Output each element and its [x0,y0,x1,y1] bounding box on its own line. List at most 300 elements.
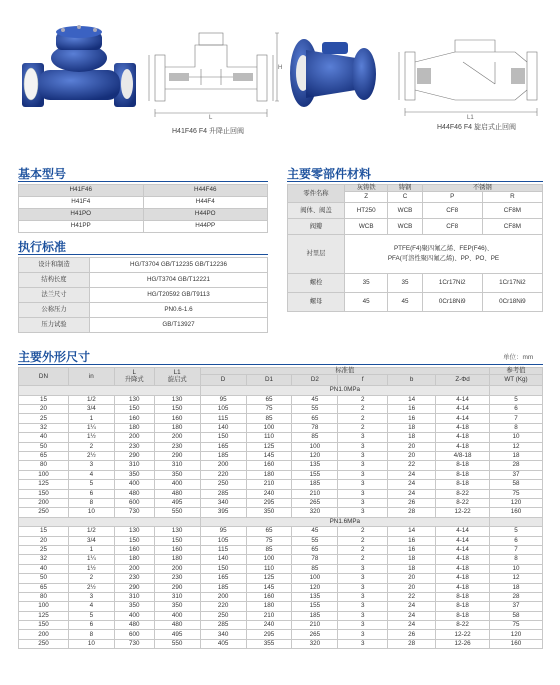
table-cell: 180 [114,423,154,432]
table-cell: 1/2 [68,395,114,404]
table-cell: 4-14 [436,527,490,536]
table-cell: 26 [388,630,436,639]
table-cell: 4-14 [436,405,490,414]
material-code: P [422,192,482,203]
table-cell: 8-18 [436,470,490,479]
table-cell: 250 [19,508,69,517]
model-cell: H44PP [143,221,268,233]
table-cell: 3 [338,583,388,592]
table-cell: 14 [388,527,436,536]
table-row [19,583,543,592]
standard-value: HG/T3704 GB/T12221 [90,273,268,288]
table-cell: 150 [19,621,69,630]
table-cell: 22 [388,592,436,601]
pressure-row [19,517,543,526]
col-header-bolts: Z-Φd [436,375,490,386]
lining-materials [345,235,543,274]
table-cell: 2 [68,442,114,451]
table-row [19,574,543,583]
table-cell: 340 [200,630,246,639]
table-cell: 25 [19,545,69,554]
basic-models-title: 基本型号 [18,167,67,181]
materials-part-header: 零件名称 [288,185,345,203]
table-cell: 50 [19,574,69,583]
table-cell: 4-18 [436,574,490,583]
table-cell: 310 [154,592,200,601]
table-cell: 12-22 [436,508,490,517]
table-row [19,442,543,451]
table-cell: 350 [114,602,154,611]
material-code: Z [345,192,388,203]
table-cell: 3 [338,508,388,517]
table-cell: 2 [338,536,388,545]
materials-rule [287,181,543,182]
table-cell: 4-14 [436,536,490,545]
material-value: 45 [388,293,422,312]
table-cell: 105 [200,536,246,545]
table-cell: 180 [114,555,154,564]
table-cell: 3/4 [68,536,114,545]
table-cell: 25 [19,414,69,423]
table-cell: 125 [19,611,69,620]
table-row [19,433,543,442]
table-cell: 285 [200,621,246,630]
table-cell: 210 [246,611,292,620]
table-cell: 3 [338,433,388,442]
table-cell: 210 [292,489,338,498]
table-cell: 4-14 [436,545,490,554]
table-cell: 75 [246,536,292,545]
table-cell: 135 [292,592,338,601]
table-row [19,452,543,461]
table-cell: 200 [19,498,69,507]
table-cell: 240 [246,621,292,630]
table-cell: 115 [200,545,246,554]
table-row [19,630,543,639]
table-cell: 100 [19,602,69,611]
material-part-name: 螺母 [288,293,345,312]
material-value: 0Cr18Ni9 [422,293,482,312]
table-cell: 125 [246,574,292,583]
table-cell: 65 [19,452,69,461]
table-cell: 220 [200,602,246,611]
model-cell: H44F46 [143,185,268,197]
table-cell: 8-22 [436,621,490,630]
table-cell: 24 [388,470,436,479]
table-cell: 3 [338,498,388,507]
table-cell: 230 [154,574,200,583]
header-line: 旋启式 [167,375,187,383]
pressure-spacer [19,386,201,395]
table-cell: 8-18 [436,602,490,611]
table-cell: 3 [338,489,388,498]
standard-label: 公称压力 [19,303,90,318]
dimensions-title: 主要外形尺寸 [18,350,91,364]
material-part-name: 阀体、阀盖 [288,203,345,219]
table-cell: 200 [154,433,200,442]
table-cell: 310 [114,592,154,601]
table-cell: 110 [246,433,292,442]
table-cell: 320 [292,639,338,648]
table-cell: 185 [200,583,246,592]
table-cell: 2 [338,395,388,404]
table-cell: 12-22 [436,630,490,639]
material-code: C [388,192,422,203]
table-cell: 285 [200,489,246,498]
table-cell: 1½ [68,564,114,573]
table-cell: 28 [490,592,543,601]
material-value: WCB [345,219,388,235]
table-cell: 3 [338,574,388,583]
table-cell: 28 [388,639,436,648]
table-row [19,602,543,611]
table-cell: 100 [292,442,338,451]
table-row [19,405,543,414]
table-cell: 7 [490,545,543,554]
col-header-inch: in [68,368,114,386]
table-cell: 165 [200,442,246,451]
table-cell: 4 [68,602,114,611]
dimensions-table [18,367,543,649]
standard-label: 法兰尺寸 [19,288,90,303]
table-row [19,480,543,489]
table-cell: 85 [246,545,292,554]
table-cell: 125 [19,480,69,489]
table-cell: 20 [388,583,436,592]
table-cell: 290 [114,452,154,461]
table-row [19,555,543,564]
basic-models-rule [18,181,268,182]
table-cell: 185 [292,611,338,620]
table-cell: 290 [114,583,154,592]
materials-table [287,184,543,312]
standard-label: 设计和制造 [19,258,90,273]
table-cell: 180 [246,602,292,611]
table-cell: 100 [246,423,292,432]
model-cell: H41PO [19,209,144,221]
material-value: WCB [388,203,422,219]
table-cell: 1¼ [68,555,114,564]
table-cell: 28 [388,508,436,517]
table-cell: 20 [19,405,69,414]
material-group-header: 铸钢 [388,185,422,192]
standard-value: HG/T20592 GB/T9113 [90,288,268,303]
dimensions-rule [18,364,543,365]
table-cell: 4-18 [436,423,490,432]
table-cell: 95 [200,395,246,404]
table-cell: 3/4 [68,405,114,414]
material-code: R [482,192,542,203]
table-cell: 355 [246,639,292,648]
table-cell: 3 [338,470,388,479]
lining-line: PFA(可溶性聚四氟乙烯)、PP、PO、PE [387,255,500,263]
material-group-header: 不锈钢 [422,185,542,192]
table-cell: 58 [490,611,543,620]
material-part-name: 阀瓣 [288,219,345,235]
table-cell: 37 [490,470,543,479]
table-cell: 200 [200,592,246,601]
table-cell: 395 [200,508,246,517]
material-value: 0Cr18Ni9 [482,293,542,312]
standard-label: 压力试验 [19,318,90,333]
table-cell: 18 [490,583,543,592]
standard-value: GB/T13927 [90,318,268,333]
table-cell: 125 [246,442,292,451]
table-cell: 2 [338,555,388,564]
swing-check-valve-photo [286,28,386,118]
table-cell: 730 [114,639,154,648]
table-cell: 45 [292,395,338,404]
table-cell: 16 [388,414,436,423]
dimensions-body [19,386,543,649]
table-cell: 480 [154,489,200,498]
table-cell: 12 [490,442,543,451]
table-cell: 8-22 [436,489,490,498]
table-cell: 3 [338,442,388,451]
table-cell: 75 [490,621,543,630]
table-cell: 24 [388,489,436,498]
table-cell: 115 [200,414,246,423]
table-cell: 65 [292,545,338,554]
table-cell: 150 [19,489,69,498]
table-cell: 135 [292,461,338,470]
pressure-spacer [490,517,543,526]
col-header-d1: D1 [246,375,292,386]
table-row [19,489,543,498]
table-cell: 3 [338,592,388,601]
table-cell: 290 [154,452,200,461]
table-cell: 730 [114,508,154,517]
table-cell: 400 [154,611,200,620]
table-cell: 16 [388,405,436,414]
col-header-l1 [154,368,200,386]
table-cell: 10 [490,564,543,573]
table-cell: 150 [154,536,200,545]
table-cell: 8-18 [436,480,490,489]
table-row [19,621,543,630]
unit-label: 单位：mm [503,354,534,361]
table-cell: 130 [154,527,200,536]
material-value: CF8M [482,219,542,235]
table-cell: 14 [388,395,436,404]
model-cell: H41F4 [19,197,144,209]
col-header-dn: DN [19,368,69,386]
table-cell: 18 [388,564,436,573]
table-cell: 2 [338,405,388,414]
table-cell: 8 [68,630,114,639]
col-header-l [114,368,154,386]
materials-title: 主要零部件材料 [287,167,372,181]
col-header-d2: D2 [292,375,338,386]
table-cell: 20 [388,442,436,451]
table-cell: 150 [114,536,154,545]
table-cell: 3 [338,452,388,461]
header-line: 升降式 [124,375,144,383]
table-row [19,395,543,404]
material-value: HT250 [345,203,388,219]
table-cell: 18 [388,423,436,432]
table-cell: 250 [200,611,246,620]
table-cell: 1½ [68,433,114,442]
table-cell: 250 [19,639,69,648]
table-cell: 5 [490,527,543,536]
table-cell: 28 [490,461,543,470]
standard-value: PN0.6-1.6 [90,303,268,318]
table-cell: 400 [154,480,200,489]
material-value: 1Cr17Ni2 [482,274,542,293]
table-cell: 85 [292,433,338,442]
table-cell: 24 [388,621,436,630]
table-row [19,498,543,507]
table-cell: 320 [292,508,338,517]
material-part-name: 衬里层 [288,235,345,274]
table-row [19,545,543,554]
table-cell: 160 [114,545,154,554]
table-cell: 20 [388,452,436,461]
table-cell: 150 [200,564,246,573]
lining-line: PTFE(F4)聚四氟乙烯、FEP(F46)、 [393,245,493,253]
table-cell: 200 [114,564,154,573]
table-cell: 350 [246,508,292,517]
table-cell: 12 [490,574,543,583]
table-cell: 100 [19,470,69,479]
table-row [19,611,543,620]
table-cell: 130 [114,527,154,536]
table-cell: 10 [68,639,114,648]
table-cell: 26 [388,498,436,507]
table-cell: 4-18 [436,555,490,564]
table-cell: 600 [114,630,154,639]
table-cell: 310 [114,461,154,470]
table-cell: 480 [154,621,200,630]
table-cell: 3 [338,639,388,648]
table-cell: 3 [338,621,388,630]
standard-value: HG/T3704 GB/T12235 GB/T12236 [90,258,268,273]
table-cell: 405 [200,639,246,648]
table-cell: 155 [292,470,338,479]
table-cell: 22 [388,461,436,470]
table-cell: 495 [154,498,200,507]
table-cell: 2 [338,414,388,423]
table-cell: 130 [154,395,200,404]
table-row [19,470,543,479]
table-cell: 16 [388,536,436,545]
table-cell: 4-14 [436,414,490,423]
table-cell: 24 [388,611,436,620]
table-cell: 3 [338,630,388,639]
material-value: CF8M [482,203,542,219]
table-cell: 550 [154,639,200,648]
table-row [19,414,543,423]
table-cell: 290 [154,583,200,592]
table-cell: 8-18 [436,592,490,601]
basic-models-table [18,184,268,233]
table-cell: 8-18 [436,611,490,620]
table-cell: 400 [114,480,154,489]
svg-text:L: L [209,115,213,120]
table-cell: 4/8-18 [436,452,490,461]
table-cell: 200 [154,564,200,573]
table-cell: 100 [246,555,292,564]
table-cell: 495 [154,630,200,639]
table-cell: 295 [246,630,292,639]
table-cell: 230 [114,442,154,451]
table-cell: 3 [338,564,388,573]
table-cell: 140 [200,423,246,432]
table-cell: 40 [19,564,69,573]
table-cell: 185 [292,480,338,489]
table-cell: 5 [68,480,114,489]
table-cell: 4-18 [436,583,490,592]
table-cell: 120 [490,630,543,639]
table-cell: 200 [114,433,154,442]
table-cell: 4-18 [436,433,490,442]
table-cell: 2 [68,574,114,583]
table-cell: 2 [338,423,388,432]
table-cell: 250 [200,480,246,489]
table-cell: 50 [19,442,69,451]
material-value: 1Cr17Ni2 [422,274,482,293]
table-cell: 145 [246,452,292,461]
table-cell: 78 [292,555,338,564]
table-row [19,639,543,648]
table-cell: 160 [490,508,543,517]
table-cell: 110 [246,564,292,573]
pressure-spacer [490,386,543,395]
table-cell: 18 [490,452,543,461]
table-cell: 220 [200,470,246,479]
table-cell: 550 [154,508,200,517]
table-cell: 6 [490,405,543,414]
table-cell: 24 [388,480,436,489]
table-row [19,527,543,536]
model-cell: H41F46 [19,185,144,197]
lift-check-valve-photo [18,18,143,118]
reference-values-header: 参考值 [490,368,543,375]
table-row [19,564,543,573]
table-cell: 12-26 [436,639,490,648]
table-cell: 55 [292,405,338,414]
table-cell: 340 [200,498,246,507]
standards-table [18,257,268,333]
material-value: CF8 [422,219,482,235]
table-row [19,536,543,545]
header-line: L1 [173,369,181,377]
table-cell: 58 [490,480,543,489]
model-cell: H44F4 [143,197,268,209]
pressure-label: PN1.6MPa [200,517,489,526]
table-cell: 6 [490,536,543,545]
model-cell: H44PO [143,209,268,221]
material-value: 45 [345,293,388,312]
table-cell: 32 [19,555,69,564]
table-cell: 65 [246,395,292,404]
table-cell: 100 [292,574,338,583]
table-cell: 165 [200,574,246,583]
table-cell: 150 [114,405,154,414]
standard-values-header: 标准值 [200,368,489,375]
table-cell: 95 [200,527,246,536]
table-cell: 120 [490,498,543,507]
table-cell: 350 [114,470,154,479]
table-cell: 8-22 [436,498,490,507]
table-cell: 16 [388,545,436,554]
col-header-d: D [200,375,246,386]
table-cell: 180 [154,555,200,564]
table-cell: 155 [292,602,338,611]
standard-label: 结构长度 [19,273,90,288]
table-cell: 3 [68,592,114,601]
